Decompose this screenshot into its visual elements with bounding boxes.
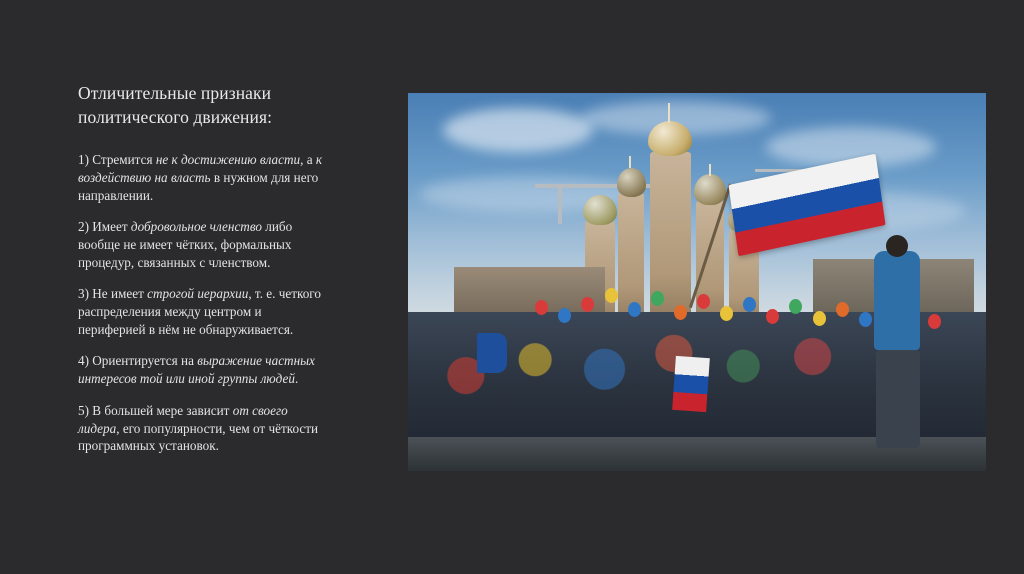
man-silhouette xyxy=(860,214,940,448)
bullet-5-part-a: 5) В большей мере зависит xyxy=(78,402,233,418)
bullet-1-emphasis-2: к воздействию на власть xyxy=(78,152,323,185)
bullet-4-part-a: 4) Ориентируется на xyxy=(78,353,198,369)
balloon xyxy=(813,311,826,326)
bullet-4-emphasis-1: выражение частных интересов той или иной группы людей xyxy=(78,353,315,387)
cathedral-spire xyxy=(629,156,631,168)
balloon xyxy=(535,300,548,315)
bullet-2-part-b: либо вообще не имеет чётких, формальных процедур, связанных с членством. xyxy=(78,219,293,270)
bullet-3-part-b: , т. е. четкого распределения между центром и периферией в нём не обнаруживается. xyxy=(78,286,321,337)
bullet-1-emphasis-1: не к достижению власти xyxy=(155,152,301,168)
balloon xyxy=(558,308,571,323)
cloud-icon xyxy=(443,108,593,152)
balloon xyxy=(743,297,756,312)
balloon xyxy=(605,288,618,303)
bullet-5-emphasis-1: от своего лидера xyxy=(78,402,288,436)
page-title: Отличительные признаки политического движения: xyxy=(78,83,273,127)
bullet-1-part-a: 1) Стремится xyxy=(78,152,156,168)
bullet-paragraph-3 xyxy=(78,285,326,338)
blue-banner-flag xyxy=(477,333,507,373)
man-arm xyxy=(872,264,898,287)
bullet-3-part-a: 3) Не имеет xyxy=(78,286,148,302)
cathedral-dome xyxy=(648,121,692,156)
bullet-paragraph-2 xyxy=(78,218,326,271)
cathedral-spire xyxy=(668,103,670,123)
bullet-5-part-b: , его популярности, чем от чёткости программных установок. xyxy=(78,420,319,454)
cathedral-dome xyxy=(583,195,616,226)
bullet-4-part-b: . xyxy=(294,371,299,387)
balloon xyxy=(674,305,687,320)
balloon xyxy=(581,297,594,312)
man-head xyxy=(886,235,908,257)
construction-crane-mast xyxy=(558,184,562,224)
balloon xyxy=(720,306,733,321)
balloon xyxy=(697,294,710,309)
bullet-paragraph-1 xyxy=(78,151,326,204)
bullet-1-part-b: , а xyxy=(300,152,316,168)
man-jacket xyxy=(874,251,920,349)
cathedral-spire xyxy=(709,164,711,176)
russian-flag-small xyxy=(672,355,710,411)
slide-image xyxy=(408,93,986,471)
bullet-2-part-a: 2) Имеет xyxy=(78,219,131,235)
cathedral-dome xyxy=(694,174,725,205)
balloon xyxy=(766,309,779,324)
balloon xyxy=(628,302,641,317)
bullet-1-part-c: в нужном для него направлении. xyxy=(78,169,319,203)
balloon xyxy=(651,291,664,306)
bullet-paragraph-4 xyxy=(78,352,326,387)
bullet-3-emphasis-1: строгой иерархии xyxy=(147,286,249,302)
balloon xyxy=(789,299,802,314)
cathedral-dome xyxy=(617,168,647,197)
text-column xyxy=(78,82,326,455)
man-legs xyxy=(876,350,920,448)
bullet-paragraph-5 xyxy=(78,402,326,455)
bullet-2-emphasis-1: добровольное членство xyxy=(130,219,262,235)
balloon xyxy=(836,302,849,317)
